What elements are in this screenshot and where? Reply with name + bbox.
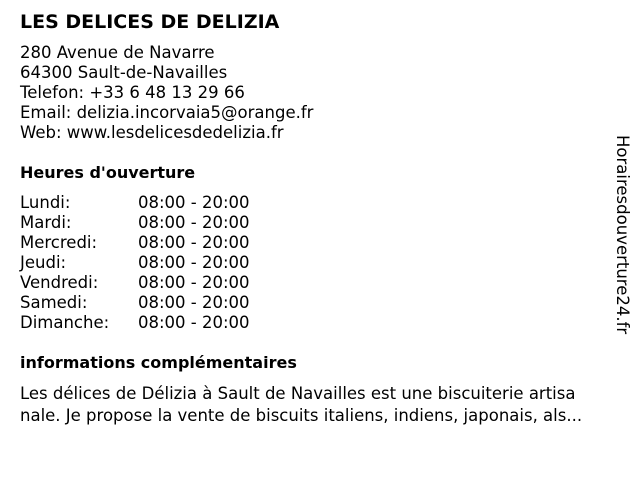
business-description xyxy=(20,383,620,427)
time-range: 08:00 - 20:00 xyxy=(138,193,250,212)
time-range: 08:00 - 20:00 xyxy=(138,273,250,292)
day-label: Mercredi: xyxy=(20,233,98,252)
site-watermark: Horairesdouverture24.fr xyxy=(613,135,632,335)
address-line-2: 64300 Sault-de-Navailles xyxy=(20,63,228,82)
day-label: Vendredi: xyxy=(20,273,99,292)
watermark-container xyxy=(611,135,633,371)
description-line-2: nale. Je propose la vente de biscuits italiens, indiens, japonais, als... xyxy=(20,406,583,425)
time-range: 08:00 - 20:00 xyxy=(138,213,250,232)
description-line-1: Les délices de Délizia à Sault de Navailles est une biscuiterie artisa xyxy=(20,384,576,403)
time-range: 08:00 - 20:00 xyxy=(138,253,250,272)
website: Web: www.lesdelicesdedelizia.fr xyxy=(20,123,284,142)
info-heading: informations complémentaires xyxy=(20,353,297,372)
hours-heading: Heures d'ouverture xyxy=(20,163,196,182)
email-address: Email: delizia.incorvaia5@orange.fr xyxy=(20,103,314,122)
contact-block xyxy=(20,43,313,143)
business-name: LES DELICES DE DELIZIA xyxy=(20,11,280,33)
phone-number: Telefon: +33 6 48 13 29 66 xyxy=(20,83,245,102)
address-line-1: 280 Avenue de Navarre xyxy=(20,43,215,62)
day-label: Jeudi: xyxy=(20,253,67,272)
time-range: 08:00 - 20:00 xyxy=(138,293,250,312)
time-range: 08:00 - 20:00 xyxy=(138,313,250,332)
day-label: Samedi: xyxy=(20,293,88,312)
day-label: Dimanche: xyxy=(20,313,110,332)
day-label: Lundi: xyxy=(20,193,71,212)
time-range: 08:00 - 20:00 xyxy=(138,233,250,252)
day-label: Mardi: xyxy=(20,213,72,232)
